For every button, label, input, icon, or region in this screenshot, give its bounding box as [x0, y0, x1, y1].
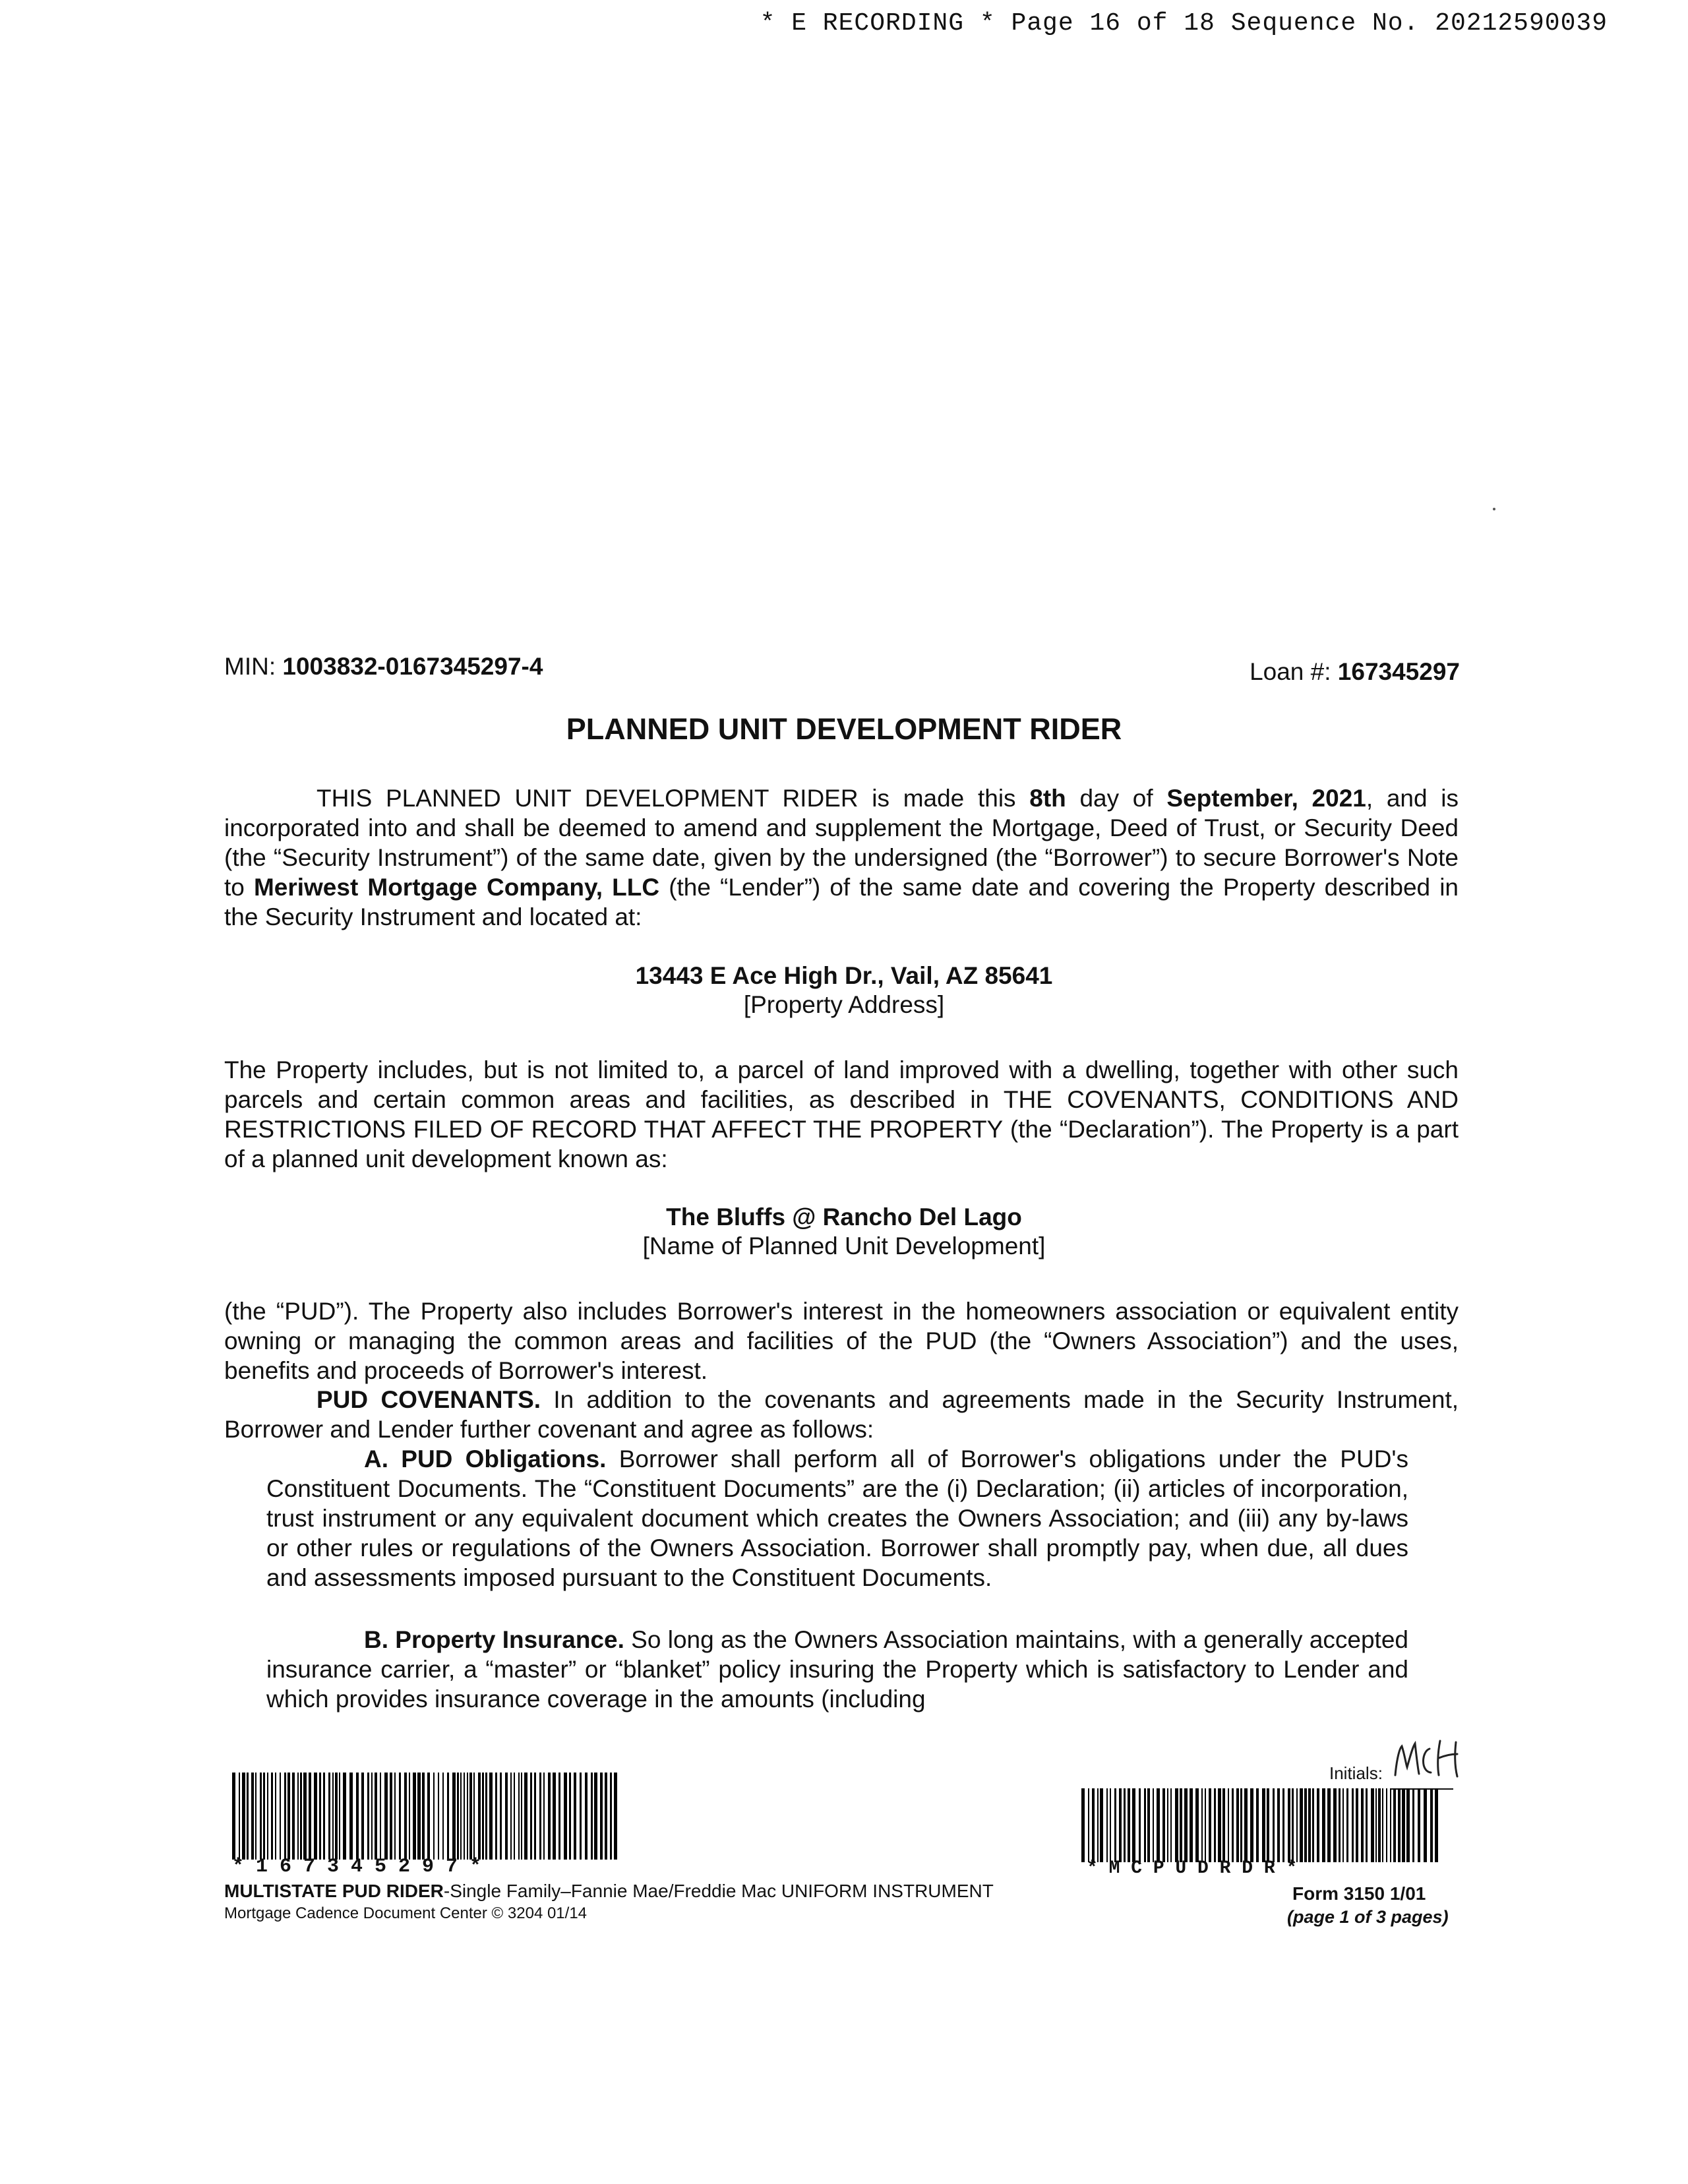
- barcode-bar: [242, 1773, 245, 1860]
- barcode-bar: [1218, 1788, 1221, 1862]
- barcode-bar: [580, 1773, 582, 1860]
- barcode-bar: [1366, 1788, 1368, 1862]
- barcode-bar: [409, 1773, 410, 1860]
- barcode-bar: [1180, 1788, 1182, 1862]
- barcode-bar: [247, 1773, 249, 1860]
- min-value: 1003832-0167345297-4: [282, 653, 543, 680]
- barcode-bar: [614, 1773, 617, 1860]
- barcode-bar: [467, 1773, 468, 1860]
- barcode-bar: [1393, 1788, 1396, 1862]
- barcode-bar: [335, 1773, 338, 1860]
- barcode-bar: [1184, 1788, 1188, 1862]
- barcode-bar: [1322, 1788, 1325, 1862]
- barcode-bar: [1382, 1788, 1383, 1862]
- barcode-bar: [1222, 1788, 1225, 1862]
- page-count: (page 1 of 3 pages): [1287, 1907, 1449, 1927]
- barcode-bar: [539, 1773, 541, 1860]
- barcode-bar: [319, 1773, 321, 1860]
- min-number: [224, 653, 543, 681]
- barcode-bar: [1418, 1788, 1420, 1862]
- barcode-bar: [489, 1773, 493, 1860]
- pud-paragraph: (the “PUD”). The Property also includes Borrower's interest in the homeowners association or equivalent entity owning or managing the common areas and facilities of the PUD (the “Owners Association”) and the uses, benefits and proceeds of Borrower's interest.: [224, 1298, 1459, 1384]
- barcode-bar: [267, 1773, 268, 1860]
- barcode-bar: [558, 1773, 560, 1860]
- barcode-bar: [1144, 1788, 1146, 1862]
- barcode-bar: [309, 1773, 311, 1860]
- barcode-bar: [332, 1773, 334, 1860]
- barcode-bar: [292, 1773, 295, 1860]
- barcode-bar: [297, 1773, 299, 1860]
- form-barcode: [1081, 1788, 1440, 1862]
- rider-date: September, 2021: [1166, 785, 1366, 812]
- barcode-bar: [399, 1773, 401, 1860]
- barcode-bar: [271, 1773, 273, 1860]
- barcode-bar: [1157, 1788, 1160, 1862]
- barcode-bar: [280, 1773, 281, 1860]
- barcode-bar: [356, 1773, 359, 1860]
- barcode-bar: [1132, 1788, 1135, 1862]
- barcode-bar: [394, 1773, 396, 1860]
- barcode-bar: [1308, 1788, 1311, 1862]
- pud-name: The Bluffs @ Rancho Del Lago: [666, 1203, 1022, 1230]
- barcode-bar: [339, 1773, 340, 1860]
- barcode-bar: [1153, 1788, 1154, 1862]
- barcode-bar: [610, 1773, 612, 1860]
- barcode-bar: [1250, 1788, 1253, 1862]
- document-center-line: Mortgage Cadence Document Center © 3204 01/14: [224, 1904, 588, 1922]
- barcode-bar: [1361, 1788, 1364, 1862]
- barcode-bar: [232, 1773, 235, 1860]
- property-address: 13443 E Ace High Dr., Vail, AZ 85641: [635, 962, 1053, 989]
- barcode-bar: [1317, 1788, 1319, 1862]
- barcode-bar: [1375, 1788, 1377, 1862]
- barcode-bar: [1398, 1788, 1401, 1862]
- barcode-bar: [548, 1773, 551, 1860]
- barcode-bar: [1201, 1788, 1203, 1862]
- barcode-bar: [524, 1773, 528, 1860]
- barcode-bar: [287, 1773, 290, 1860]
- barcode-bar: [495, 1773, 497, 1860]
- min-label: MIN:: [224, 653, 283, 680]
- barcode-bar: [442, 1773, 444, 1860]
- barcode-bar: [469, 1773, 472, 1860]
- barcode-bar: [1088, 1788, 1089, 1862]
- barcode-bar: [1273, 1788, 1275, 1862]
- loan-number: [1250, 658, 1460, 686]
- barcode-bar: [263, 1773, 265, 1860]
- loan-value: 167345297: [1337, 658, 1460, 685]
- barcode-bar: [1371, 1788, 1374, 1862]
- barcode-bar: [1205, 1788, 1206, 1862]
- pud-name-block: [0, 1203, 1688, 1261]
- property-address-caption: [Property Address]: [743, 991, 945, 1018]
- barcode-bar: [1106, 1788, 1108, 1862]
- barcode-bar: [585, 1773, 588, 1860]
- barcode-bar: [518, 1773, 520, 1860]
- barcode-bar: [349, 1773, 353, 1860]
- barcode-bar: [514, 1773, 515, 1860]
- barcode-bar: [375, 1773, 377, 1860]
- barcode-bar: [422, 1773, 425, 1860]
- barcode-bar: [1378, 1788, 1381, 1862]
- barcode-bar: [569, 1773, 571, 1860]
- recording-header: * E RECORDING * Page 16 of 18 Sequence No. 20212590039: [760, 9, 1608, 38]
- barcode-bar: [328, 1773, 330, 1860]
- barcode-bar: [1114, 1788, 1116, 1862]
- barcode-bar: [1406, 1788, 1410, 1862]
- barcode-bar: [1430, 1788, 1433, 1862]
- barcode-bar: [404, 1773, 407, 1860]
- barcode-bar: [1190, 1788, 1193, 1862]
- barcode-bar: [1327, 1788, 1331, 1862]
- barcode-bar: [1128, 1788, 1130, 1862]
- barcode-bar: [303, 1773, 307, 1860]
- barcode-bar: [1277, 1788, 1280, 1862]
- barcode-bar: [457, 1773, 459, 1860]
- barcode-bar: [553, 1773, 556, 1860]
- barcode-bar: [1262, 1788, 1265, 1862]
- loan-barcode-text: * 1 6 7 3 4 5 2 9 7 *: [232, 1856, 482, 1878]
- barcode-bar: [1170, 1788, 1172, 1862]
- rider-day: 8th: [1029, 785, 1066, 812]
- barcode-bar: [314, 1773, 317, 1860]
- barcode-bar: [1333, 1788, 1337, 1862]
- barcode-bar: [530, 1773, 532, 1860]
- barcode-bar: [239, 1773, 240, 1860]
- barcode-bar: [1288, 1788, 1290, 1862]
- barcode-bar: [1119, 1788, 1122, 1862]
- pud-name-caption: [Name of Planned Unit Development]: [642, 1232, 1046, 1259]
- loan-barcode: [232, 1773, 620, 1860]
- barcode-bar: [500, 1773, 502, 1860]
- barcode-bar: [343, 1773, 346, 1860]
- pud-covenants-heading: PUD COVENANTS.: [316, 1386, 541, 1413]
- barcode-bar: [427, 1773, 430, 1860]
- barcode-bar: [1139, 1788, 1141, 1862]
- form-number: Form 3150 1/01: [1292, 1883, 1426, 1904]
- barcode-bar: [1296, 1788, 1298, 1862]
- barcode-bar: [1282, 1788, 1284, 1862]
- barcode-bar: [1209, 1788, 1211, 1862]
- barcode-bar: [1124, 1788, 1126, 1862]
- barcode-bar: [413, 1773, 416, 1860]
- barcode-bar: [1240, 1788, 1242, 1862]
- property-address-block: [0, 961, 1688, 1019]
- barcode-bar: [1162, 1788, 1165, 1862]
- covenant-a-paragraph: A. PUD Obligations. Borrower shall perform all of Borrower's obligations under the PUD's Constituent Documents. The “Constituent Documents” are the (i) Declaration; (ii) articles of incorporation, trust instrument or any equivalent document which creates the Owners Association; and (iii) any by-laws or other rules or regulations of the Owners Association. Borrower shall promptly pay, when due, all dues and assessments imposed pursuant to the Constituent Documents.: [266, 1445, 1408, 1591]
- barcode-bar: [510, 1773, 512, 1860]
- barcode-bar: [260, 1773, 262, 1860]
- property-includes-paragraph: The Property includes, but is not limited to, a parcel of land improved with a dwelling, together with other such parcels and certain common areas and facilities, as described in THE COVENANTS, CONDITIONS AND RESTRICTIONS FILED OF RECORD THAT AFFECT THE PROPERTY (the “Declaration”). The Property is a part of a planned unit development known as:: [224, 1056, 1459, 1172]
- initials-handwriting: [1391, 1734, 1477, 1787]
- barcode-bar: [543, 1773, 545, 1860]
- barcode-bar: [452, 1773, 456, 1860]
- form-barcode-text: * M C P U D R D R *: [1087, 1858, 1298, 1879]
- barcode-bar: [482, 1773, 484, 1860]
- barcode-bar: [1346, 1788, 1348, 1862]
- loan-label: Loan #:: [1250, 658, 1338, 685]
- barcode-bar: [300, 1773, 302, 1860]
- barcode-bar: [275, 1773, 276, 1860]
- scan-speck: [1493, 508, 1495, 510]
- barcode-bar: [1352, 1788, 1354, 1862]
- barcode-bar: [564, 1773, 567, 1860]
- barcode-bar: [600, 1773, 603, 1860]
- barcode-bar: [1304, 1788, 1307, 1862]
- pud-covenants-paragraph: PUD COVENANTS. In addition to the covenants and agreements made in the Security Instrument, Borrower and Lender further covenant and agree as follows:: [224, 1386, 1459, 1443]
- barcode-bar: [323, 1773, 325, 1860]
- barcode-bar: [1244, 1788, 1248, 1862]
- barcode-bar: [361, 1773, 364, 1860]
- barcode-bar: [1232, 1788, 1234, 1862]
- barcode-bar: [534, 1773, 536, 1860]
- barcode-bar: [380, 1773, 381, 1860]
- barcode-bar: [1356, 1788, 1358, 1862]
- barcode-bar: [371, 1773, 373, 1860]
- barcode-bar: [1092, 1788, 1095, 1862]
- barcode-bar: [417, 1773, 421, 1860]
- barcode-bar: [390, 1773, 392, 1860]
- initials-label: Initials:: [1329, 1763, 1383, 1783]
- barcode-bar: [1175, 1788, 1178, 1862]
- barcode-bar: [505, 1773, 508, 1860]
- barcode-bar: [1342, 1788, 1344, 1862]
- covenant-b-paragraph: B. Property Insurance. So long as the Owners Association maintains, with a generally accepted insurance carrier, a “master” or “blanket” policy insuring the Property which is satisfactory to Lender and which provides insurance coverage in the amounts (including: [266, 1626, 1408, 1713]
- barcode-bar: [1195, 1788, 1199, 1862]
- form-description: MULTISTATE PUD RIDER-Single Family–Fannie Mae/Freddie Mac UNIFORM INSTRUMENT: [224, 1881, 994, 1901]
- barcode-bar: [1386, 1788, 1387, 1862]
- barcode-bar: [1236, 1788, 1239, 1862]
- barcode-bar: [433, 1773, 435, 1860]
- barcode-bar: [1167, 1788, 1168, 1862]
- barcode-bar: [438, 1773, 439, 1860]
- lender-name: Meriwest Mortgage Company, LLC: [253, 874, 660, 901]
- barcode-bar: [485, 1773, 487, 1860]
- barcode-bar: [591, 1773, 593, 1860]
- barcode-bar: [1424, 1788, 1427, 1862]
- barcode-bar: [1100, 1788, 1103, 1862]
- barcode-bar: [251, 1773, 254, 1860]
- barcode-bar: [1412, 1788, 1414, 1862]
- barcode-bar: [1147, 1788, 1150, 1862]
- barcode-bar: [594, 1773, 597, 1860]
- barcode-bar: [255, 1773, 256, 1860]
- barcode-bar: [1300, 1788, 1303, 1862]
- barcode-bar: [1214, 1788, 1216, 1862]
- barcode-bar: [1267, 1788, 1269, 1862]
- barcode-bar: [1435, 1788, 1438, 1862]
- barcode-bar: [478, 1773, 481, 1860]
- barcode-bar: [367, 1773, 369, 1860]
- intro-paragraph: THIS PLANNED UNIT DEVELOPMENT RIDER is made this 8th day of September, 2021, and is incorporated into and shall be deemed to amend and supplement the Mortgage, Deed of Trust, or Security Deed (the “Security Instrument”) of the same date, given by the undersigned (the “Borrower”) to secure Borrower's Note to Meriwest Mortgage Company, LLC (the “Lender”) of the same date and covering the Property described in the Security Instrument and located at:: [224, 785, 1459, 930]
- barcode-bar: [1312, 1788, 1314, 1862]
- barcode-bar: [464, 1773, 465, 1860]
- barcode-bar: [384, 1773, 388, 1860]
- barcode-bar: [605, 1773, 607, 1860]
- barcode-bar: [1256, 1788, 1259, 1862]
- barcode-bar: [460, 1773, 462, 1860]
- barcode-bar: [1292, 1788, 1294, 1862]
- barcode-bar: [1228, 1788, 1229, 1862]
- barcode-bar: [1390, 1788, 1391, 1862]
- document-title: PLANNED UNIT DEVELOPMENT RIDER: [566, 712, 1122, 746]
- barcode-bar: [1081, 1788, 1085, 1862]
- barcode-bar: [1339, 1788, 1341, 1862]
- barcode-bar: [574, 1773, 576, 1860]
- barcode-bar: [1110, 1788, 1111, 1862]
- covenant-a-heading: A. PUD Obligations.: [364, 1445, 607, 1472]
- barcode-bar: [284, 1773, 286, 1860]
- barcode-bar: [447, 1773, 449, 1860]
- barcode-bar: [1402, 1788, 1405, 1862]
- barcode-bar: [473, 1773, 475, 1860]
- barcode-bar: [1097, 1788, 1099, 1862]
- barcode-bar: [521, 1773, 522, 1860]
- covenant-b-heading: B. Property Insurance.: [364, 1626, 624, 1653]
